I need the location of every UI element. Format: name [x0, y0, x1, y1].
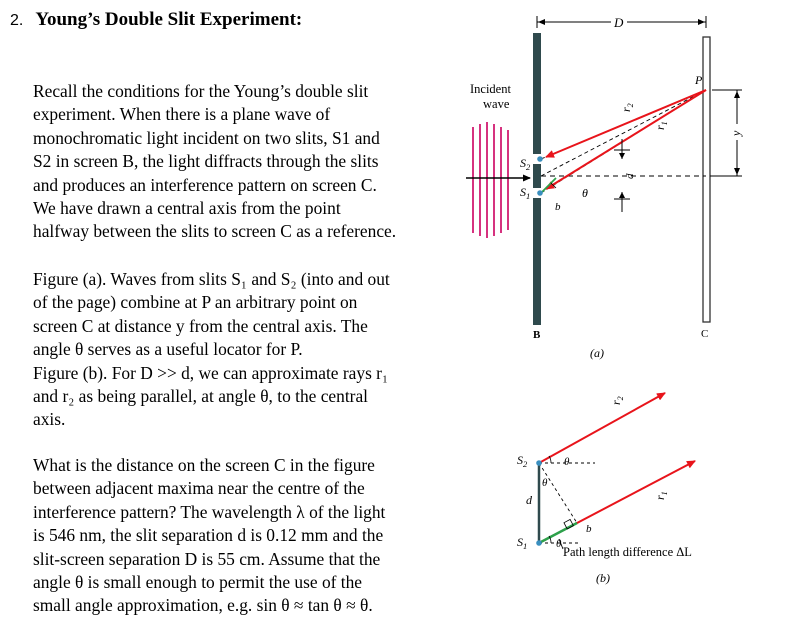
D-label: D [614, 15, 624, 30]
text-line: screen C at distance y from the central axis. The [33, 315, 368, 336]
perpendicular-dashed [539, 463, 577, 523]
text-line: and r₂ as being parallel, at angle θ, to the central [33, 386, 369, 407]
y-label: y [729, 130, 743, 136]
r1-label-b: $r_1$ [653, 491, 669, 500]
text-line: and produces an interference pattern on screen C. [33, 174, 377, 195]
figure-b [517, 393, 695, 585]
problem-title: Young’s Double Slit Experiment: [35, 9, 303, 30]
r2-label: $r_2$ [619, 103, 635, 112]
slit-s2-dot [537, 156, 543, 162]
theta-label: θ [582, 186, 588, 200]
text-line: of the page) combine at P an arbitrary point on [33, 292, 358, 313]
text-line: is 546 nm, the slit separation d is 0.12 mm and the [33, 525, 384, 546]
text-line: experiment. When there is a plane wave of [33, 104, 331, 125]
text-line: small angle approximation, e.g. sin θ ≈ tan θ ≈ θ. [33, 595, 373, 616]
P-label: P [695, 73, 703, 87]
text-line: interference pattern? The wavelength λ of the light [33, 501, 386, 522]
s2-label: $S_2$ [520, 156, 531, 172]
path-length-label: Path length difference ΔL [563, 545, 692, 559]
screen-c-label: C [701, 328, 709, 340]
incident-label: Incident [470, 82, 511, 96]
text-line: monochromatic light incident on two slits, S1 and [33, 127, 380, 148]
text-line: angle θ serves as a useful locator for P. [33, 339, 303, 360]
text-line: Figure (b). For D >> d, we can approximate rays r₁ [33, 362, 389, 383]
text-line: slit-screen separation D is 55 cm. Assume that the [33, 548, 381, 569]
b-label: b [555, 201, 561, 213]
text-line: halfway between the slits to screen C as a reference. [33, 221, 397, 242]
theta-label-b-top: θ [564, 456, 570, 468]
problem-number: 2. [10, 12, 24, 29]
text-line: between adjacent maxima near the centre of the [33, 478, 365, 499]
figure-a [466, 14, 744, 360]
ray-r2 [546, 90, 706, 157]
slit-s2-dot-b [536, 460, 542, 466]
ray-r2-parallel [539, 393, 665, 463]
text-line: S2 in screen B, the light diffracts through the slits [33, 151, 379, 172]
incident-wavefronts [473, 122, 508, 238]
slit-s1-dot-b [536, 540, 542, 546]
text-line: angle θ is small enough to permit the use of the [33, 572, 363, 593]
d-label: d [624, 173, 636, 179]
text-line: Figure (a). Waves from slits S₁ and S₂ (into and out [33, 269, 390, 289]
text-line: What is the distance on the screen C in the figure [33, 455, 375, 475]
screen-b-label: B [533, 329, 541, 341]
text-line: axis. [33, 409, 66, 430]
screen-b [533, 33, 541, 325]
figure-a-caption: (a) [590, 346, 604, 360]
figure-b-caption: (b) [596, 571, 610, 585]
theta-label-b-lower: θ [542, 477, 548, 489]
s2-label-b: $S_2$ [517, 453, 528, 469]
r2-label-b: $r_2$ [609, 396, 625, 405]
slit-s1-dot [537, 190, 543, 196]
d-label-b: d [526, 493, 532, 507]
theta-label-b-bottom: θ [556, 538, 562, 550]
screen-c [703, 37, 710, 322]
wave-label: wave [483, 97, 510, 111]
s1-label: $S_1$ [520, 185, 531, 201]
b-label-b: b [586, 523, 592, 535]
text-line: Recall the conditions for the Young’s double slit [33, 81, 369, 101]
text-line: We have drawn a central axis from the point [33, 198, 341, 219]
center-to-p-dashed [541, 90, 706, 176]
r1-label: $r_1$ [653, 121, 669, 130]
s1-label-b: $S_1$ [517, 535, 528, 551]
